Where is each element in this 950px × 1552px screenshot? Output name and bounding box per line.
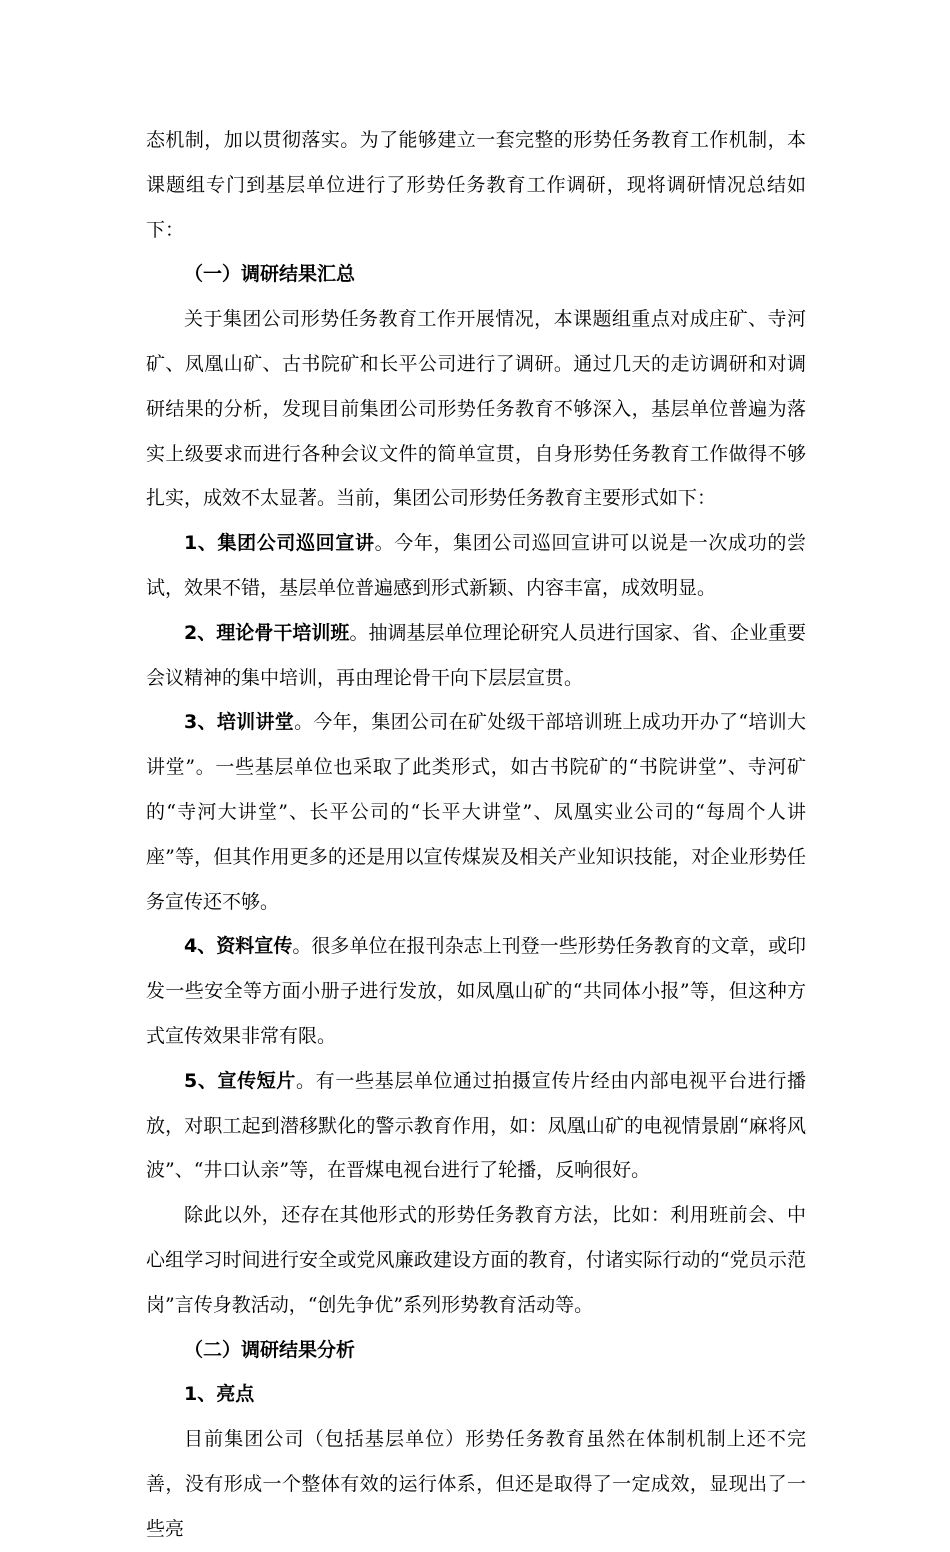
list-item-short-videos: [146, 1059, 806, 1193]
list-item-title: 2、理论骨干培训班: [184, 621, 350, 644]
list-item-title: 4、资料宣传: [184, 935, 293, 958]
list-item-title: 3、培训讲堂: [184, 711, 295, 734]
list-item-text: 。今年，集团公司在矿处级干部培训班上成功开办了“培训大讲堂”。一些基层单位也采取了此类形式，如古书院矿的“书院讲堂”、寺河矿的“寺河大讲堂”、长平公司的“长平大讲堂”、凤凰实业公司的“每周个人讲座”等，但其作用更多的还是用以宣传煤炭及相关产业知识技能，对企业形势任务宣传还不够。: [146, 711, 806, 913]
list-item-lecture-hall: [146, 700, 806, 924]
list-item-text: 。今年，集团公司巡回宣讲可以说是一次成功的尝试，效果不错，基层单位普遍感到形式新颖、内容丰富，成效明显。: [146, 532, 806, 599]
list-item-text: 。有一些基层单位通过拍摄宣传片经由内部电视平台进行播放，对职工起到潜移默化的警示教育作用，如：凤凰山矿的电视情景剧“麻将风波”、“井口认亲”等，在晋煤电视台进行了轮播，反响很好。: [146, 1069, 806, 1182]
subsection-heading-highlights: 1、亮点: [184, 1383, 255, 1406]
document-body: [146, 118, 806, 1552]
list-item-print-materials: [146, 924, 806, 1058]
section-heading-survey-analysis: （二）调研结果分析: [184, 1338, 356, 1361]
paragraph-other-methods: 除此以外，还存在其他形式的形势任务教育方法，比如：利用班前会、中心组学习时间进行安全或党风廉政建设方面的教育，付诸实际行动的“党员示范岗”言传身教活动，“创先争优”系列形势教育活动等。: [146, 1204, 806, 1316]
list-item-text: 。抽调基层单位理论研究人员进行国家、省、企业重要会议精神的集中培训，再由理论骨干向下层层宣贯。: [146, 621, 806, 689]
section-heading-survey-summary: （一）调研结果汇总: [184, 263, 356, 286]
list-item-title: 5、宣传短片: [184, 1069, 297, 1092]
list-item-training-class: [146, 611, 806, 701]
paragraph-continuation: 态机制，加以贯彻落实。为了能够建立一套完整的形势任务教育工作机制，本课题组专门到基层单位进行了形势任务教育工作调研，现将调研情况总结如下：: [146, 129, 806, 241]
paragraph-survey-overview: 关于集团公司形势任务教育工作开展情况，本课题组重点对成庄矿、寺河矿、凤凰山矿、古书院矿和长平公司进行了调研。通过几天的走访调研和对调研结果的分析，发现目前集团公司形势任务教育不够深入，基层单位普遍为落实上级要求而进行各种会议文件的简单宣贯，自身形势任务教育工作做得不够扎实，成效不太显著。当前，集团公司形势任务教育主要形式如下：: [146, 308, 806, 510]
list-item-title: 1、集团公司巡回宣讲: [184, 532, 375, 555]
list-item-text: 。很多单位在报刊杂志上刊登一些形势任务教育的文章，或印发一些安全等方面小册子进行发放，如凤凰山矿的“共同体小报”等，但这种方式宣传效果非常有限。: [146, 935, 806, 1047]
list-item-tour-lecture: [146, 521, 806, 611]
paragraph-highlights: 目前集团公司（包括基层单位）形势任务教育虽然在体制机制上还不完善，没有形成一个整体有效的运行体系，但还是取得了一定成效，显现出了一些亮: [146, 1428, 806, 1540]
